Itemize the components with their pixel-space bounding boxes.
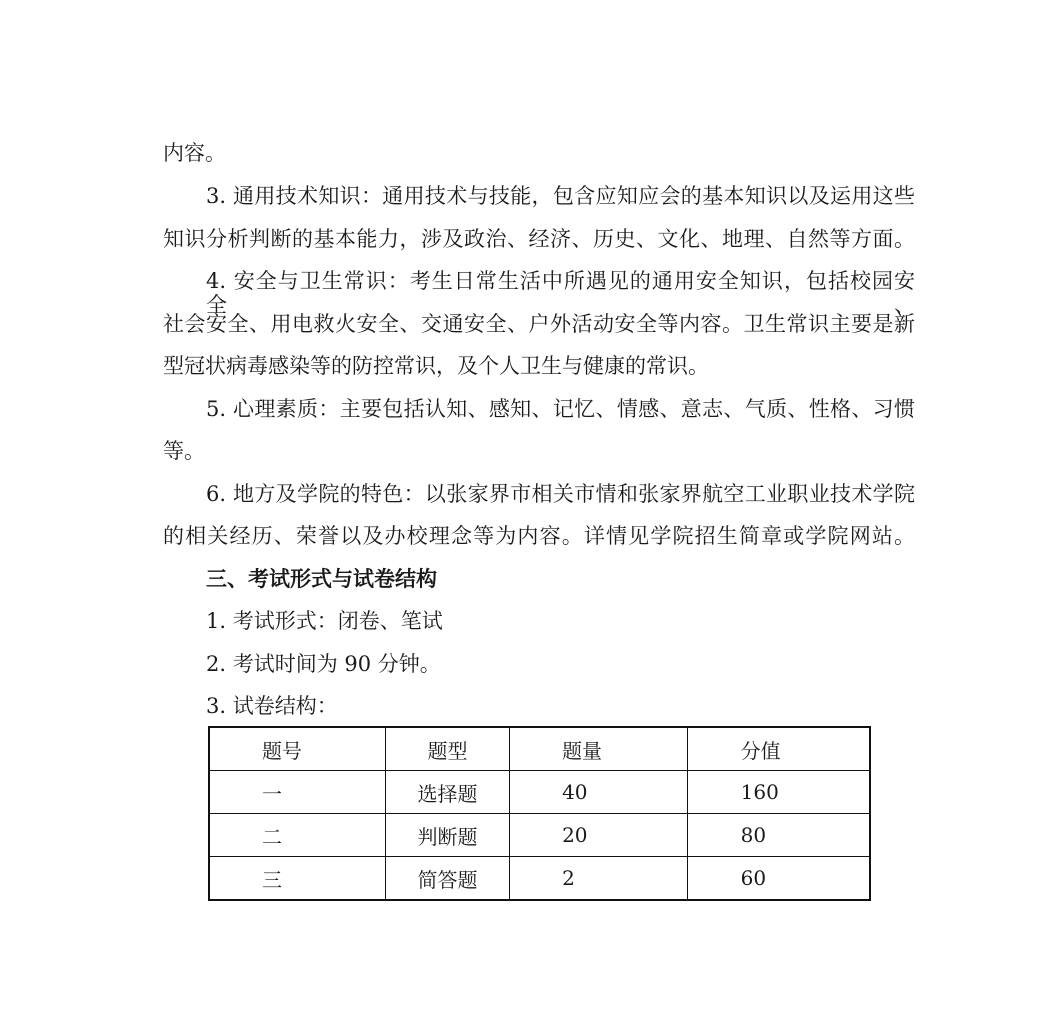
- paragraph-3-line-2: 知识分析判断的基本能力，涉及政治、经济、历史、文化、地理、自然等方面。: [163, 227, 915, 251]
- paper-structure-item: 3. 试卷结构：: [206, 694, 338, 718]
- paragraph-5-line-2: 等。: [163, 439, 205, 463]
- header-cell-score: 分值: [687, 727, 870, 771]
- cell-number: 一: [209, 771, 386, 814]
- cell-type: 简答题: [386, 857, 510, 901]
- paragraph-6-line-2: 的相关经历、荣誉以及办校理念等为内容。详情见学院招生简章或学院网站。: [163, 524, 915, 548]
- paragraph-6-line-1: 6. 地方及学院的特色：以张家界市相关市情和张家界航空工业职业技术学院: [206, 482, 915, 506]
- cell-score: 60: [687, 857, 870, 901]
- section-heading: 三、考试形式与试卷结构: [206, 566, 437, 591]
- cell-number: 二: [209, 814, 386, 857]
- cell-type: 选择题: [386, 771, 510, 814]
- cell-count: 40: [510, 771, 688, 814]
- table-header-row: [209, 727, 870, 771]
- paragraph-4-line-1: 4. 安全与卫生常识：考生日常生活中所遇见的通用安全知识，包括校园安全、: [206, 269, 915, 317]
- cell-number: 三: [209, 857, 386, 901]
- cell-type: 判断题: [386, 814, 510, 857]
- paragraph-fragment: 内容。: [163, 141, 226, 165]
- header-cell-count: 题量: [510, 727, 688, 771]
- paper-structure-table: [208, 726, 871, 901]
- paragraph-4-line-3: 型冠状病毒感染等的防控常识，及个人卫生与健康的常识。: [163, 354, 709, 378]
- cell-score: 160: [687, 771, 870, 814]
- paragraph-4-line-2: 社会安全、用电救火安全、交通安全、户外活动安全等内容。卫生常识主要是新: [163, 312, 915, 336]
- header-cell-type: 题型: [386, 727, 510, 771]
- table-row: [209, 771, 870, 814]
- paragraph-3-line-1: 3. 通用技术知识：通用技术与技能，包含应知应会的基本知识以及运用这些: [206, 184, 915, 208]
- cell-count: 2: [510, 857, 688, 901]
- header-cell-number: 题号: [209, 727, 386, 771]
- exam-time-item: 2. 考试时间为 90 分钟。: [206, 652, 441, 676]
- cell-count: 20: [510, 814, 688, 857]
- cell-score: 80: [687, 814, 870, 857]
- paragraph-5-line-1: 5. 心理素质：主要包括认知、感知、记忆、情感、意志、气质、性格、习惯: [206, 397, 915, 421]
- table-row: [209, 814, 870, 857]
- exam-format-item: 1. 考试形式：闭卷、笔试: [206, 609, 443, 633]
- table-row: [209, 857, 870, 901]
